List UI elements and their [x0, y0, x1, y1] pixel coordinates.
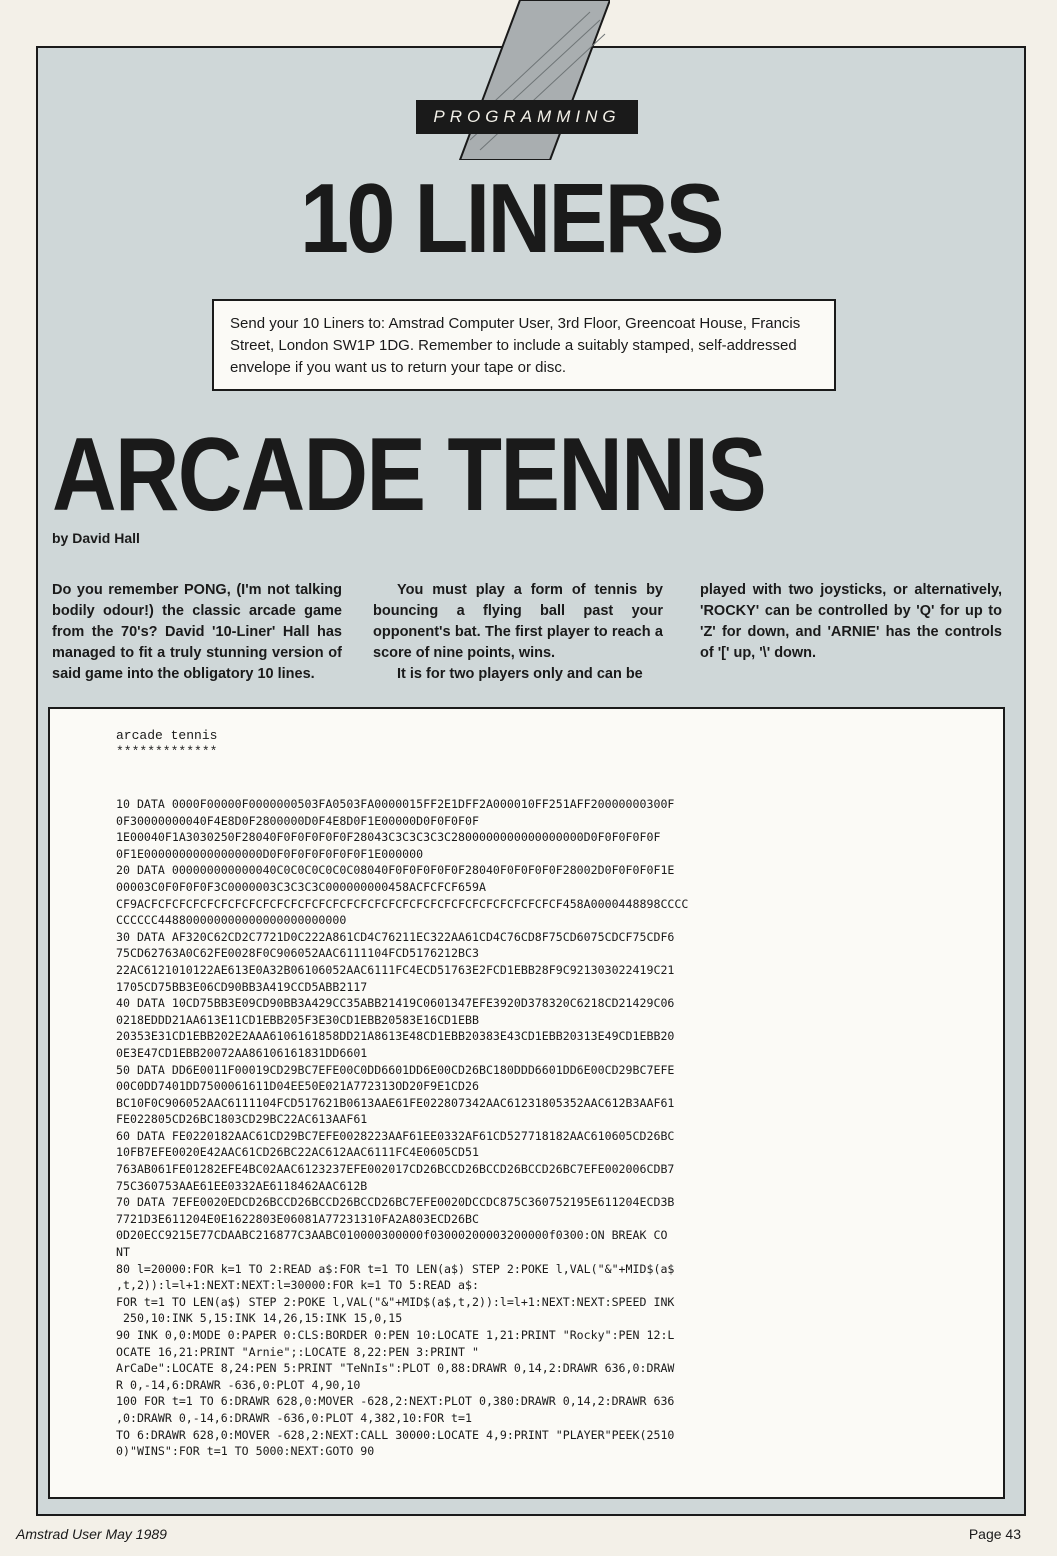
footer-issue: Amstrad User May 1989	[16, 1526, 167, 1542]
intro-paragraph: You must play a form of tennis by bouncing a flying ball past your opponent's bat. The first player to reach a score of nine points, wins.	[373, 582, 663, 661]
section-tag: PROGRAMMING	[416, 100, 638, 134]
intro-column-1	[52, 580, 342, 685]
submission-notice: Send your 10 Liners to: Amstrad Computer User, 3rd Floor, Greencoat House, Francis Street, London SW1P 1DG. Remember to include a suitably stamped, self-addressed envelope if you want us to return your tape or disc.	[212, 299, 836, 391]
intro-paragraph: Do you remember PONG, (I'm not talking bodily odour!) the classic arcade game from the 70's? David '10-Liner' Hall has managed to fit a truly stunning version of said game into the obligatory 10 lines.	[52, 582, 342, 682]
byline: by David Hall	[52, 530, 140, 546]
intro-column-3	[700, 580, 1002, 664]
footer-page-number: Page 43	[968, 1526, 1021, 1542]
program-listing: 10 DATA 0000F00000F0000000503FA0503FA0000015FF2E1DFF2A000010FF251AFF20000000300F 0F30000000040F4E8D0F2800000D0F4E8D0F1E00000D0F0F0F0F 1E00040F1A3030250F28040F0F0F0F0F0F28043C3C3C3C3C2800000000000000000D0F0F0F0F0F 0F1E00000000000000000D0F0F0F0F0F0F0F1E000000 20 DATA 000000000000040C0C0C0C0C0C08040F0F0F0F0F0F28040F0F0F0F0F28002D0F0F0F0F1E 00003C0F0F0F0F3C0000003C3C3C3C000000000458ACFCFCF659A CF9ACFCFCFCFCFCFCFCFCFCFCFCFCFCFCFCFCFCFCFCFCFCFCFCFCFCFCFCFCFCF458A0000448898CCCC CCCCCC448800000000000000000000000 30 DATA AF320C62CD2C7721D0C222A861CD4C76211EC322AA61CD4C76CD8F75CD6075CDCF75CDF6 75CD62763A0C62FE0028F0C906052AAC6111104FCD5176212BC3 22AC6121010122AE613E0A32B06106052AAC6111FC4ECD51763E2FCD1EBB28F9C921303022419C21 1705CD75BB3E06CD90BB3A419CCD5ABB2117 40 DATA 10CD75BB3E09CD90BB3A429CC35ABB21419C0601347EFE3920D378320C6218CD21429C06 0218EDDD21AA613E11CD1EBB205F3E30CD1EBB20583E16CD1EBB 20353E31CD1EBB202E2AAA6106161858DD21A8613E48CD1EBB20383E43CD1EBB20313E49CD1EBB20 0E3E47CD1EBB20072AA86106161831DD6601 50 DATA DD6E0011F00019CD29BC7EFE00C0DD6601DD6E00CD26BC180DDD6601DD6E00CD29BC7EFE 00C0DD7401DD7500061611D04EE50E021A772313OD20F9E1CD26 BC10F0C906052AAC6111104FCD517621B0613AAE61FE022807342AAC61231805352AAC612B3AAF61 FE022805CD26BC1803CD29BC22AC613AAF61 60 DATA FE0220182AAC61CD29BC7EFE0028223AAF61EE0332AF61CD527718182AAC610605CD26BC 10FB7EFE0020E42AAC61CD26BC22AC612AAC6111FC4E0605CD51 763AB061FE01282EFE4BC02AAC6123237EFE002017CD26BCCD26BCCD26BCCD26BC7EFE002006CDB7 75C360753AAE61EE0332AE6118462AAC612B 70 DATA 7EFE0020EDCD26BCCD26BCCD26BCCD26BC7EFE0020DCCDC875C360752195E611204ECD3B 7721D3E611204E0E1622803E06081A77231310FA2A803ECD26BC 0D20ECC9215E77CDAABC216877C3AABC010000300000f03000200003200000f0300:ON BREAK CO NT 80 l=20000:FOR k=1 TO 2:READ a$:FOR t=1 TO LEN(a$) STEP 2:POKE l,VAL("&"+MID$(a$ ,t,2)):l=l+1:NEXT:NEXT:l=30000:FOR k=1 TO 5:READ a$: FOR t=1 TO LEN(a$) STEP 2:POKE l,VAL("&"+MID$(a$,t,2)):l=l+1:NEXT:NEXT:SPEED INK 250,10:INK 5,15:INK 14,26,15:INK 15,0,15 90 INK 0,0:MODE 0:PAPER 0:CLS:BORDER 0:PEN 10:LOCATE 1,21:PRINT "Rocky":PEN 12:L OCATE 16,21:PRINT "Arnie";:LOCATE 8,22:PEN 3:PRINT " ArCaDe":LOCATE 8,24:PEN 5:PRINT "TeNnIs":PLOT 0,88:DRAWR 0,14,2:DRAWR 636,0:DRAW R 0,-14,6:DRAWR -636,0:PLOT 4,90,10 100 FOR t=1 TO 6:DRAWR 628,0:MOVER -628,2:NEXT:PLOT 0,380:DRAWR 0,14,2:DRAWR 636 ,0:DRAWR 0,-14,6:DRAWR -636,0:PLOT 4,382,10:FOR t=1 TO 6:DRAWR 628,0:MOVER -628,2:NEXT:CALL 30000:LOCATE 4,9:PRINT "PLAYER"PEEK(2510 0)"WINS":FOR t=1 TO 5000:NEXT:GOTO 90	[116, 797, 689, 1459]
article-title: ARCADE TENNIS	[52, 417, 766, 533]
listing-heading: arcade tennis *************	[116, 728, 218, 759]
intro-paragraph: played with two joysticks, or alternatively, 'ROCKY' can be controlled by 'Q' for up to 'Z' for down, and 'ARNIE' has the controls of '[' up, '\' down.	[700, 582, 1002, 661]
page-headline: 10 LINERS	[300, 163, 722, 273]
intro-column-2	[373, 580, 663, 685]
intro-paragraph: It is for two players only and can be	[397, 666, 643, 682]
header-slash-graphic	[440, 0, 610, 160]
